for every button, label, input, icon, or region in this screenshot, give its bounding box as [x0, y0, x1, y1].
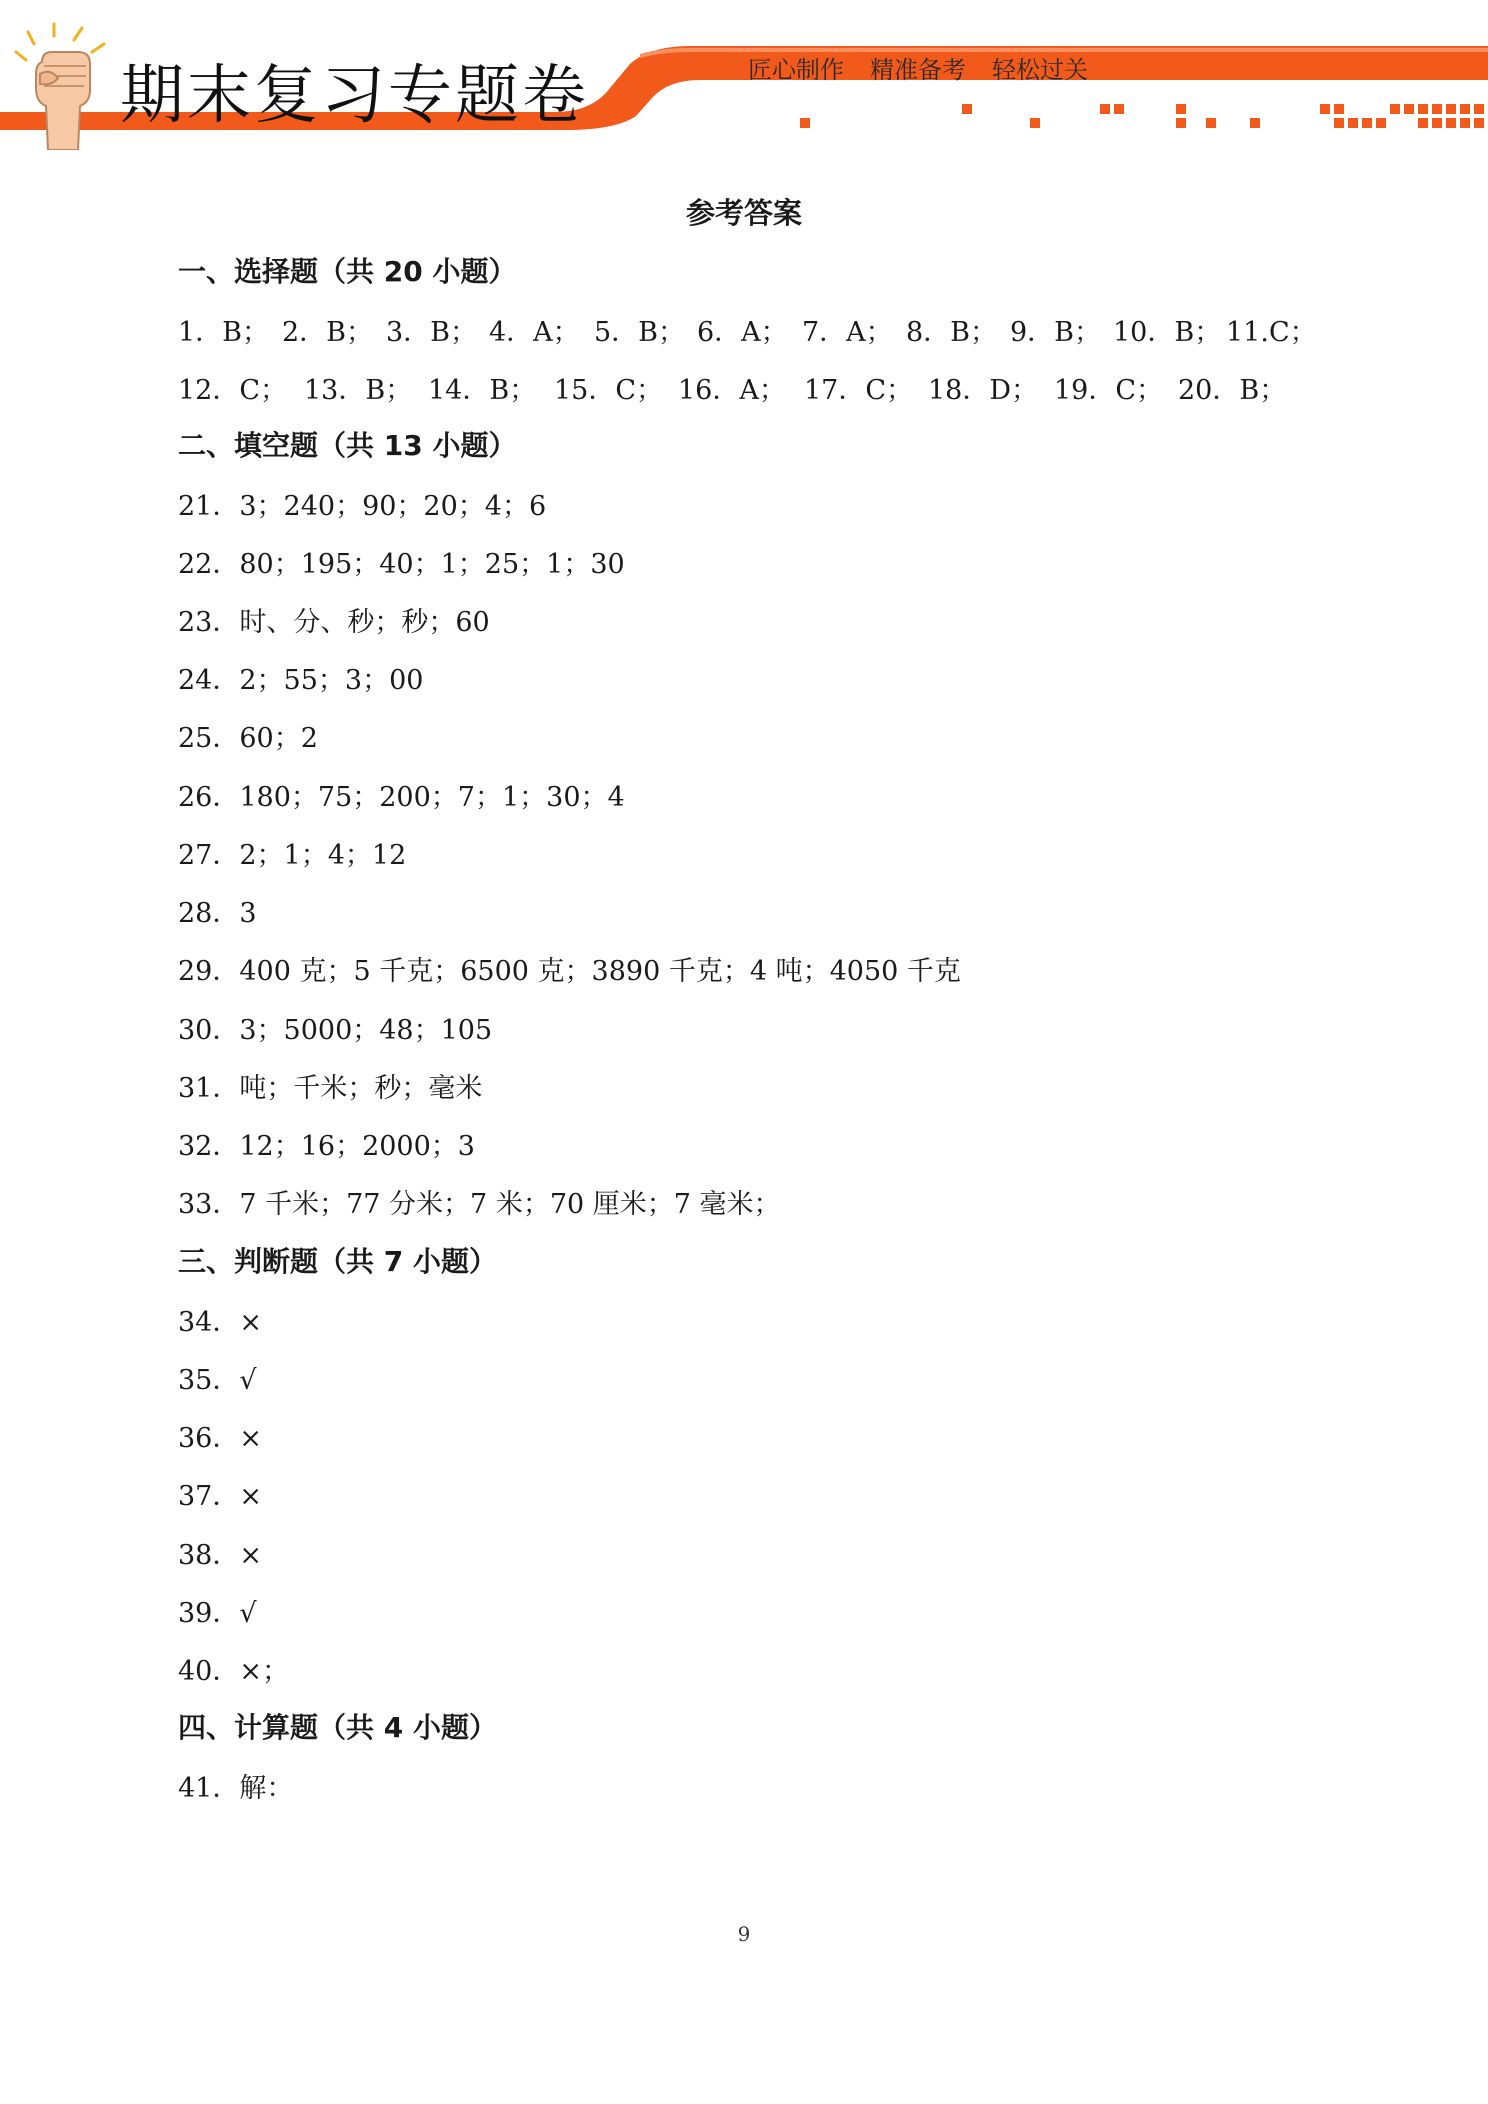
doc-title: 参考答案	[685, 196, 802, 230]
answer-item: 17．C；	[804, 375, 914, 406]
answer-item: 5．B；	[594, 317, 686, 348]
answer-line: 37．×	[178, 1481, 262, 1512]
answer-line: 30．3；5000；48；105	[178, 1015, 493, 1046]
answer-item: 16．A；	[678, 375, 786, 406]
section-heading-fill: 二、填空题（共 13 小题）	[178, 429, 517, 462]
answer-line: 23．时、分、秒；秒；60	[178, 607, 490, 638]
page-number: 9	[737, 1922, 751, 1946]
answer-line: 39．√	[178, 1598, 257, 1629]
answer-item: 3．B；	[386, 317, 478, 348]
answer-item: 10．B；	[1113, 317, 1222, 348]
answer-line: 27．2；1；4；12	[178, 840, 407, 871]
choice-answers-row-2	[178, 368, 1286, 407]
slogan-2: 精准备考	[870, 56, 966, 84]
answer-line: 38．×	[178, 1540, 262, 1571]
choice-answers-row-1	[178, 310, 1317, 349]
answer-line: 24．2；55；3；00	[178, 665, 424, 696]
answer-line: 40．×；	[178, 1656, 289, 1687]
answer-line: 21．3；240；90；20；4；6	[178, 491, 547, 522]
banner-title: 期末复习专题卷	[120, 59, 589, 133]
answer-item: 8．B；	[906, 317, 998, 348]
answer-item: 7．A；	[802, 317, 893, 348]
answer-line: 31．吨；千米；秒；毫米	[178, 1073, 483, 1104]
answer-line: 32．12；16；2000；3	[178, 1131, 475, 1162]
answer-item: 12．C；	[178, 375, 288, 406]
answer-line: 36．×	[178, 1423, 262, 1454]
banner-slogan	[748, 50, 1088, 85]
answer-item: 19．C；	[1054, 375, 1164, 406]
answer-item: 9．B；	[1010, 317, 1102, 348]
header-banner	[0, 0, 1488, 150]
answer-line: 29．400 克；5 千克；6500 克；3890 千克；4 吨；4050 千克	[178, 956, 961, 987]
answer-item: 2．B；	[282, 317, 374, 348]
answer-line: 25．60；2	[178, 723, 318, 754]
slogan-3: 轻松过关	[992, 56, 1088, 84]
answer-item: 11.C；	[1226, 317, 1317, 348]
answer-line: 33．7 千米；77 分米；7 米；70 厘米；7 毫米；	[178, 1189, 781, 1220]
answer-item: 14．B；	[428, 375, 537, 406]
section-heading-judge: 三、判断题（共 7 小题）	[178, 1245, 497, 1278]
fist-icon	[12, 22, 112, 150]
slogan-1: 匠心制作	[748, 56, 844, 84]
answer-item: 4．A；	[489, 317, 580, 348]
answer-item: 20．B；	[1178, 375, 1287, 406]
answer-item: 13．B；	[304, 375, 413, 406]
answer-line: 41．解：	[178, 1773, 294, 1804]
answer-line: 26．180；75；200；7；1；30；4	[178, 782, 625, 813]
answer-line: 35．√	[178, 1365, 257, 1396]
answer-item: 15．C；	[554, 375, 664, 406]
section-heading-choice: 一、选择题（共 20 小题）	[178, 255, 517, 288]
answer-line: 22．80；195；40；1；25；1；30	[178, 549, 625, 580]
answer-item: 18．D；	[928, 375, 1039, 406]
answer-line: 28．3	[178, 898, 257, 929]
answer-item: 1．B；	[178, 317, 270, 348]
answer-line: 34．×	[178, 1307, 262, 1338]
section-heading-calc: 四、计算题（共 4 小题）	[178, 1711, 497, 1744]
answer-item: 6．A；	[697, 317, 788, 348]
